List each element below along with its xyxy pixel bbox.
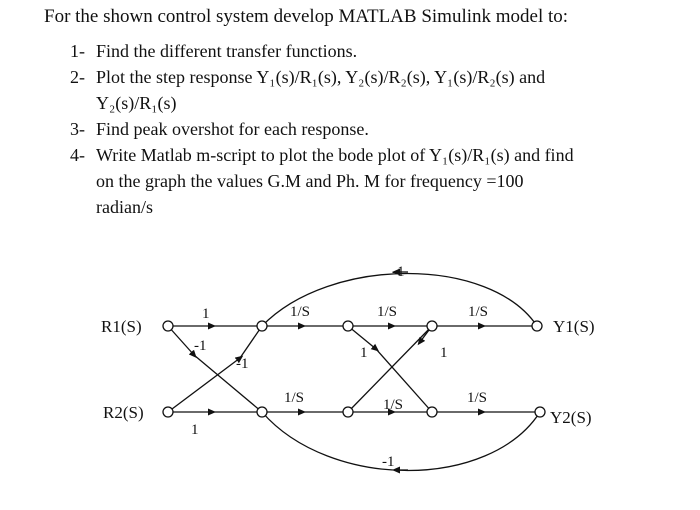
- gain-label: 1/S: [467, 390, 488, 406]
- input-r1-label: R1(S): [101, 317, 142, 336]
- gain-label: -1: [194, 338, 207, 354]
- branch-bottom-feedback: [262, 412, 540, 471]
- gain-label: 1/S: [284, 390, 305, 406]
- task-number: 4-: [70, 145, 85, 165]
- nodes: [163, 321, 545, 417]
- task-text: Write Matlab m-script to plot the bode plot of Y₁(s)/R₁(s) and find: [96, 145, 574, 165]
- problem-heading: For the shown control system develop MATLAB Simulink model to:: [44, 6, 569, 27]
- output-y2-label: Y2(S): [550, 408, 592, 427]
- task-text: Find peak overshot for each response.: [96, 119, 369, 139]
- branch-cross-down-1-end: [194, 355, 262, 412]
- output-y1-label: Y1(S): [553, 317, 595, 336]
- gain-label: 1/S: [377, 304, 398, 320]
- node: [427, 321, 437, 331]
- node-r1: [163, 321, 173, 331]
- node-r2: [163, 407, 173, 417]
- task-number: 3-: [70, 119, 85, 139]
- gain-label: -1: [382, 454, 395, 470]
- task-text-continued: Y₂(s)/R₁(s): [96, 93, 177, 113]
- node: [427, 407, 437, 417]
- task-text-continued: radian/s: [96, 197, 153, 217]
- gain-label: -1: [236, 356, 249, 372]
- gain-label: 1: [440, 345, 448, 361]
- branch-cross-down-1: [168, 326, 194, 355]
- task-number: 1-: [70, 41, 85, 61]
- task-text: Find the different transfer functions.: [96, 41, 358, 61]
- node: [257, 321, 267, 331]
- node: [257, 407, 267, 417]
- node: [343, 321, 353, 331]
- gain-label: 1/S: [383, 397, 404, 413]
- task-text-continued: on the graph the values G.M and Ph. M for frequency =100: [96, 171, 524, 191]
- input-r2-label: R2(S): [103, 403, 144, 422]
- gain-label: 1: [191, 422, 199, 438]
- gain-label: 1: [360, 345, 368, 361]
- gain-label: -1: [392, 264, 405, 280]
- node-y1: [532, 321, 542, 331]
- gain-label: 1: [202, 306, 210, 322]
- node: [343, 407, 353, 417]
- task-number: 2-: [70, 67, 85, 87]
- node-y2: [535, 407, 545, 417]
- branches: [168, 272, 540, 471]
- task-text: Plot the step response Y₁(s)/R₁(s), Y₂(s)/R₂(s), Y₁(s)/R₂(s) and: [96, 67, 546, 87]
- branch-cross-up-1-end: [240, 326, 262, 358]
- gain-label: 1/S: [290, 304, 311, 320]
- gain-label: 1/S: [468, 304, 489, 320]
